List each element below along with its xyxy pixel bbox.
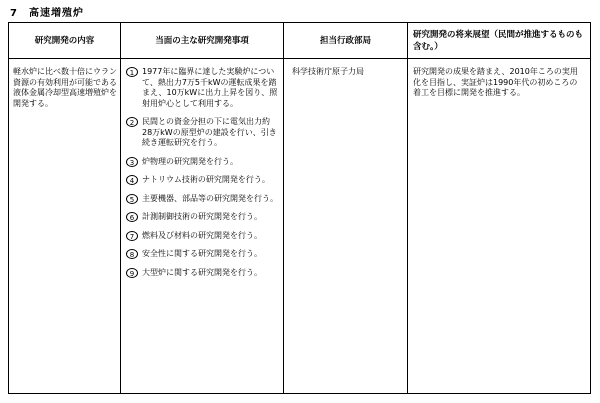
list-item xyxy=(126,212,278,223)
list-item xyxy=(126,175,278,186)
item-number: 4 xyxy=(126,175,138,185)
item-text: 大型炉に関する研究開発を行う。 xyxy=(142,267,262,277)
item-number: 3 xyxy=(126,157,138,167)
ministry-text: 科学技術庁原子力局 xyxy=(292,67,364,76)
list-item xyxy=(126,249,278,260)
list-item xyxy=(126,194,278,205)
item-text: 民間との資金分担の下に電気出力約28万kWの原型炉の建設を行い、引き続き運転研究を行う。 xyxy=(142,117,277,147)
column-divider xyxy=(283,23,284,393)
column-divider xyxy=(407,23,408,393)
list-item xyxy=(126,231,278,242)
item-number: 8 xyxy=(126,249,138,259)
content-text: 軽水炉に比べ数十倍にウラン資源の有効利用が可能である液体金属冷却型高速増殖炉を開発する。 xyxy=(13,67,117,108)
column-divider xyxy=(120,23,121,393)
header-ministry: 担当行政部局 xyxy=(319,35,371,46)
item-text: 計測制御技術の研究開発を行う。 xyxy=(142,212,262,221)
item-number: 5 xyxy=(126,194,138,204)
item-text: 燃料及び材料の研究開発を行う。 xyxy=(142,230,262,240)
item-number: 9 xyxy=(126,268,138,278)
header-divider xyxy=(9,58,590,59)
list-item xyxy=(126,157,278,168)
header-future: 研究開発の将来展望（民間が推進するものも含む。） xyxy=(413,29,584,52)
item-number: 2 xyxy=(126,117,138,127)
item-text: 1977年に臨界に達した実験炉について、熱出力7万5千kWの運転成果を踏まえ、10万kWに出力上昇を図り、照射用炉心として利用する。 xyxy=(142,67,278,108)
list-item xyxy=(126,268,278,279)
header-content: 研究開発の内容 xyxy=(34,35,95,46)
item-number: 6 xyxy=(126,212,138,222)
item-text: 主要機器、部品等の研究開発を行う。 xyxy=(142,193,278,203)
items-list xyxy=(126,67,278,286)
list-item xyxy=(126,67,278,109)
item-number: 1 xyxy=(126,67,138,77)
item-text: 炉物理の研究開発を行う。 xyxy=(142,156,238,166)
future-text: 研究開発の成果を踏まえ、2010年ころの実用化を目指し、実証炉は1990年代の初めころの着工を目標に開発を推進する。 xyxy=(413,67,578,97)
item-number: 7 xyxy=(126,231,138,241)
item-text: ナトリウム技術の研究開発を行う。 xyxy=(142,175,270,184)
section-title: 7 高速増殖炉 xyxy=(10,8,84,19)
header-items: 当面の主な研究開発事項 xyxy=(155,35,249,46)
item-text: 安全性に関する研究開発を行う。 xyxy=(142,249,262,258)
list-item xyxy=(126,117,278,149)
research-table xyxy=(8,22,591,394)
